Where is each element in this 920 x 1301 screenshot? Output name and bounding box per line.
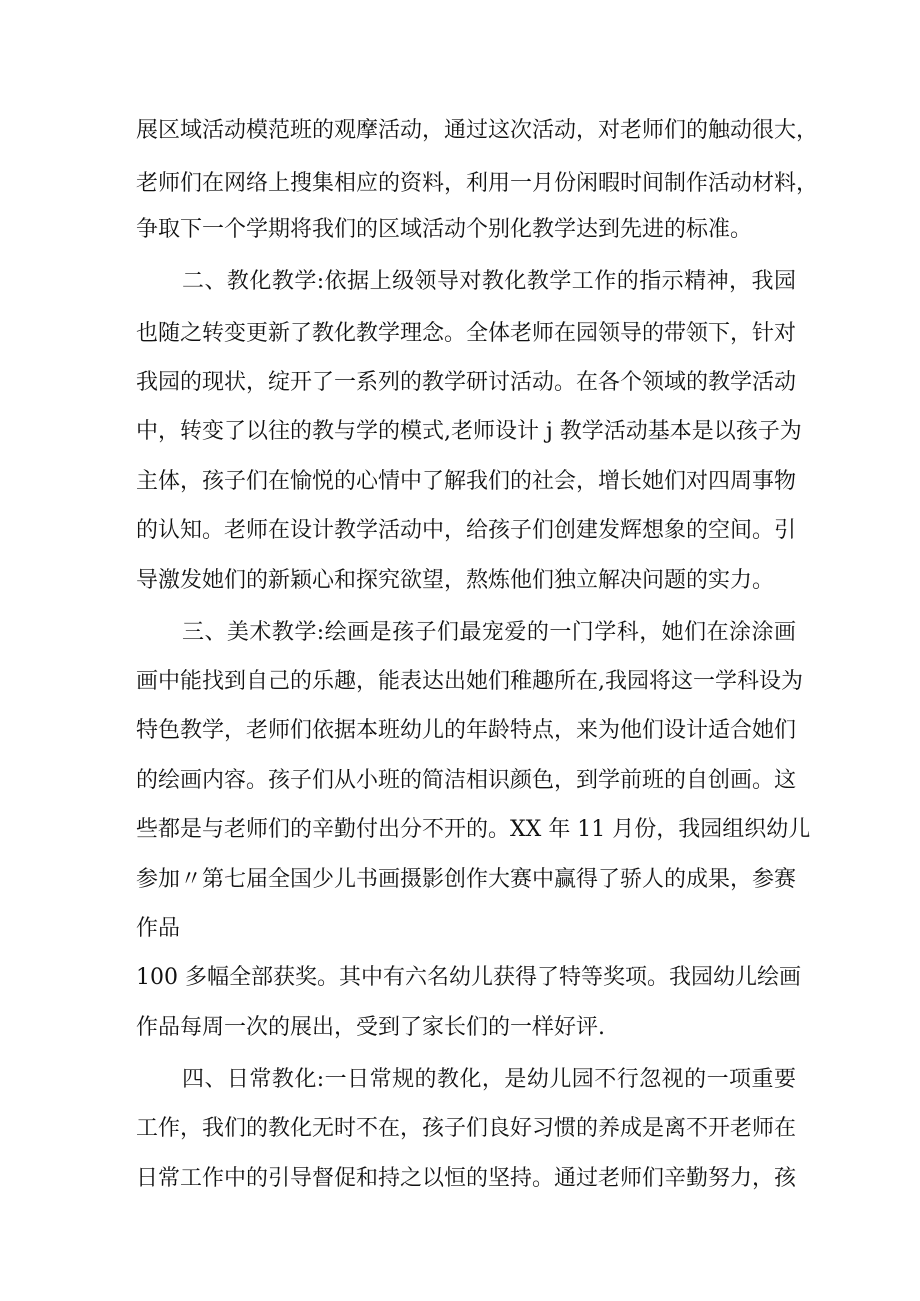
text-line: 主体，孩子们在愉悦的心情中了解我们的社会，增长她们对四周事物: [136, 469, 797, 494]
text-line: 的认知。老师在设计教学活动中，给孩子们创建发辉想象的空间。引: [136, 518, 797, 543]
text-line: 工作，我们的教化无时不在，孩子们良好习惯的养成是离不开老师在: [136, 1116, 797, 1141]
text-line: 导激发她们的新颖心和探究欲望，熬炼他们独立解决问题的实力。: [136, 568, 775, 593]
text-line: 作品: [136, 916, 181, 941]
text-line: 参加〃第七届全国少儿书画摄影创作大赛中赢得了骄人的成果，参赛: [136, 867, 797, 892]
text-line: 100 多幅全部获奖。其中有六名幼儿获得了特等奖项。我园幼儿绘画: [136, 965, 801, 990]
text-line: 争取下一个学期将我们的区域活动个别化教学达到先进的标准。: [136, 217, 753, 242]
text-line: 些都是与老师们的辛勤付出分不开的。XX 年 11 月份，我园组织幼儿: [136, 817, 811, 842]
text-line: 展区域活动模范班的观摩活动，通过这次活动，对老师们的触动很大，: [136, 118, 819, 143]
text-line: 老师们在网络上搜集相应的资料，利用一月份闲暇时间制作活动材料，: [136, 171, 819, 196]
text-line: 日常工作中的引导督促和持之以恒的坚持。通过老师们辛勤努力，孩: [136, 1166, 797, 1191]
paragraph-heading-line: 四、日常教化:一日常规的教化，是幼儿园不行忽视的一项重要: [182, 1067, 796, 1092]
text-line: 特色教学，老师们依据本班幼儿的年龄特点，来为他们设计适合她们: [136, 718, 797, 743]
text-line: 也随之转变更新了教化教学理念。全体老师在园领导的带领下，针对: [136, 321, 797, 346]
text-line: 中，转变了以往的教与学的模式,老师设计 j 教学活动基本是以孩子为: [136, 419, 802, 444]
text-line: 我园的现状，绽开了一系列的教学研讨活动。在各个领域的教学活动: [136, 370, 797, 395]
paragraph-heading-line: 二、教化教学:依据上级领导对教化教学工作的指示精神，我园: [182, 269, 796, 294]
text-line: 画中能找到自己的乐趣，能表达出她们稚趣所在,我园将这一学科设为: [136, 669, 803, 694]
text-line: 作品每周一次的展出，受到了家长们的一样好评.: [136, 1015, 605, 1040]
paragraph-heading-line: 三、美术教学:绘画是孩子们最宠爱的一门学科，她们在涂涂画: [182, 620, 796, 645]
text-line: 的绘画内容。孩子们从小班的简洁相识颜色，到学前班的自创画。这: [136, 768, 797, 793]
